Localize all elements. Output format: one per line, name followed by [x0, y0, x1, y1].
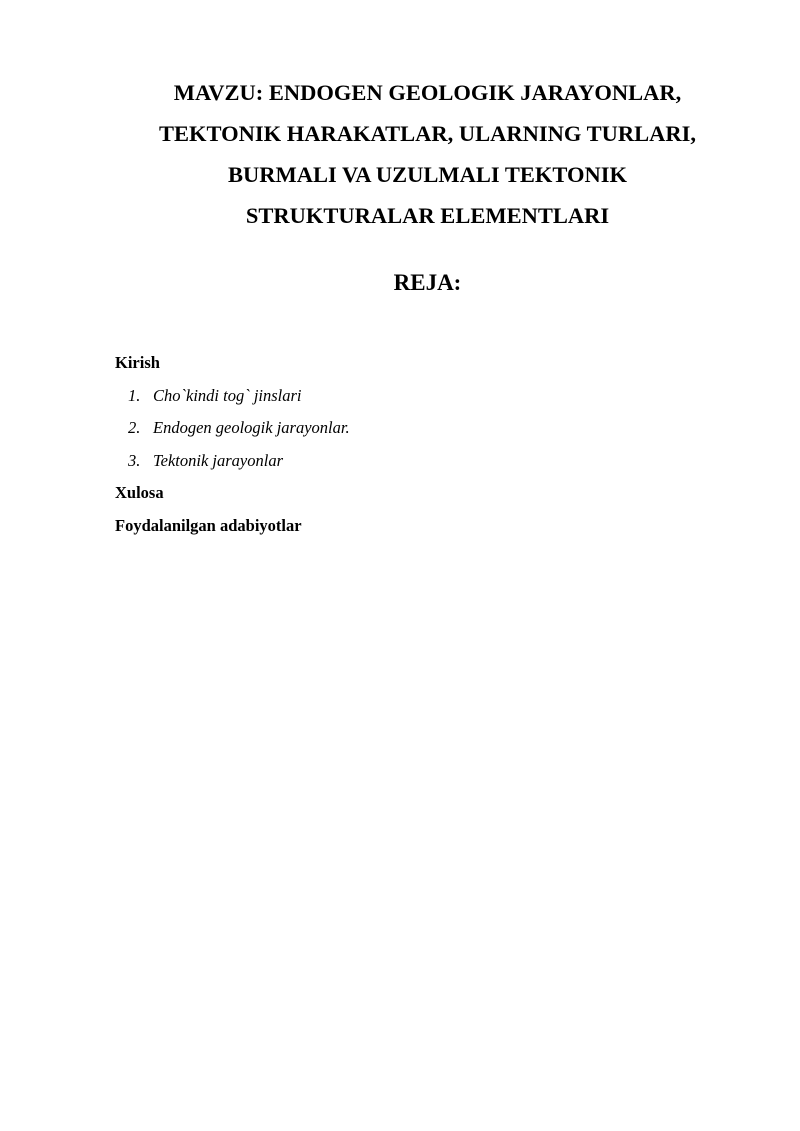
plan-references: Foydalanilgan adabiyotlar — [115, 515, 302, 535]
list-item-number: 3. — [128, 450, 141, 470]
title-line: MAVZU: ENDOGEN GEOLOGIK JARAYONLAR, — [173, 80, 682, 105]
list-item-text: Cho`kindi tog` jinslari — [153, 385, 302, 405]
title-line: TEKTONIK HARAKATLAR, ULARNING TURLARI, — [159, 121, 696, 146]
plan-list — [115, 380, 715, 478]
list-item-text: Tektonik jarayonlar — [153, 450, 284, 470]
list-item-text: Endogen geologik jarayonlar. — [153, 418, 350, 437]
plan-intro: Kirish — [115, 353, 160, 372]
list-item — [115, 412, 715, 445]
document-title — [115, 72, 740, 236]
list-item — [115, 445, 715, 478]
list-item — [115, 380, 715, 413]
plan-conclusion: Xulosa — [115, 483, 164, 502]
title-line: STRUKTURALAR ELEMENTLARI — [245, 203, 610, 228]
plan-section — [115, 347, 715, 542]
list-item-number: 1. — [128, 385, 141, 405]
plan-heading: REJA: — [393, 270, 462, 295]
list-item-number: 2. — [128, 418, 141, 437]
title-line: BURMALI VA UZULMALI TEKTONIK — [227, 162, 628, 187]
